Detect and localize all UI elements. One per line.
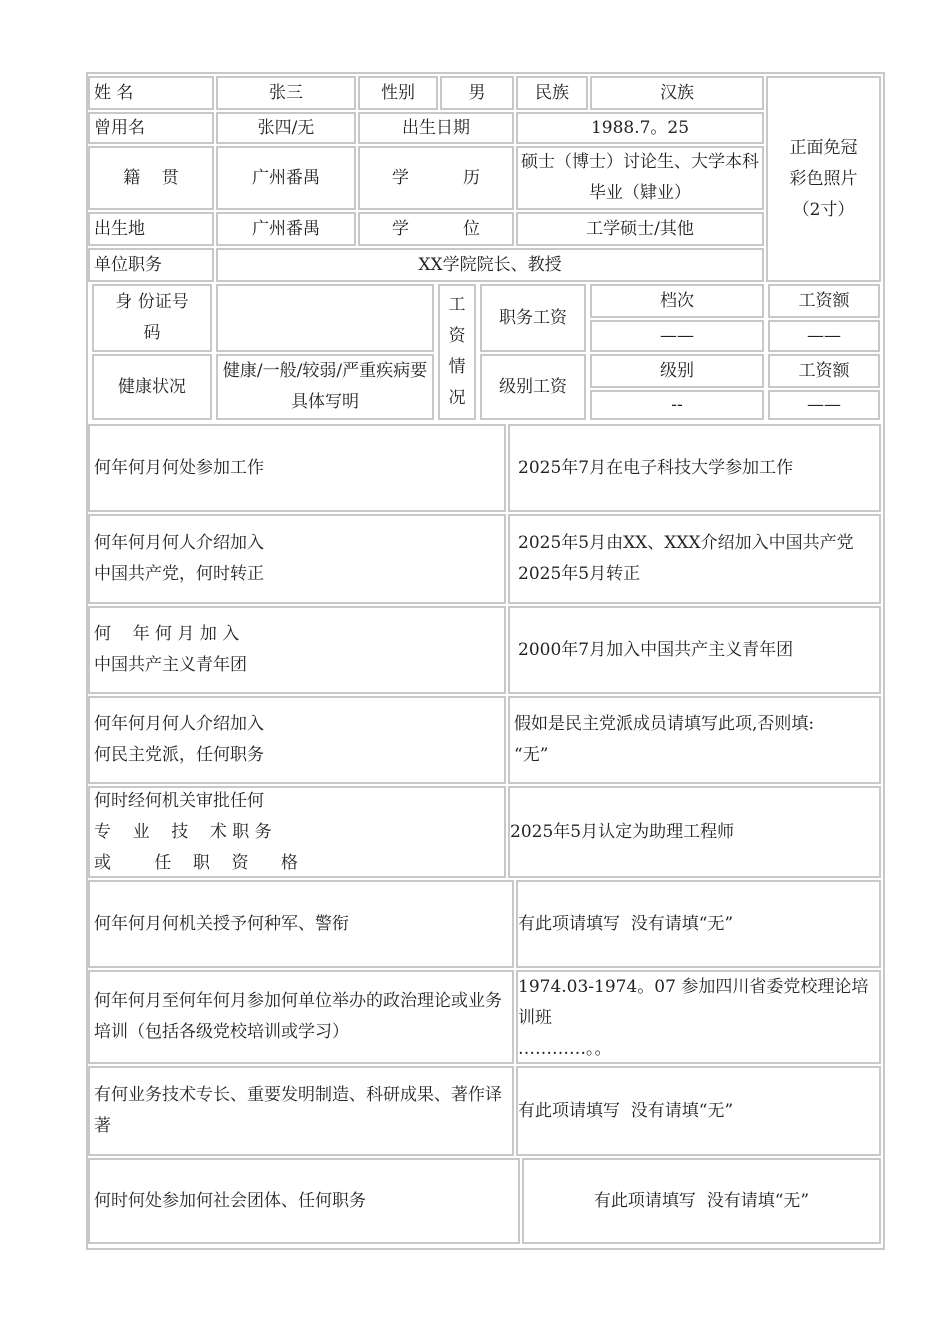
- native-label: 籍 贯: [88, 146, 214, 210]
- history-answer[interactable]: 有此项请填写 没有请填“无”: [516, 1066, 881, 1156]
- gender-value[interactable]: 男: [440, 76, 514, 110]
- duty-amount-value[interactable]: ——: [768, 320, 880, 352]
- level-value[interactable]: --: [590, 390, 764, 420]
- id-value[interactable]: [216, 284, 434, 352]
- history-question: 何年何月何人介绍加入 何民主党派，任何职务: [88, 696, 506, 784]
- level-amount-value[interactable]: ——: [768, 390, 880, 420]
- ethnicity-label: 民族: [516, 76, 588, 110]
- birth-date-value[interactable]: 1988.7。25: [516, 112, 764, 144]
- birth-date-label: 出生日期: [358, 112, 514, 144]
- history-question: 何 年 何 月 加 入 中国共产主义青年团: [88, 606, 506, 694]
- native-value[interactable]: 广州番禺: [216, 146, 356, 210]
- degree-label: 学 位: [358, 212, 514, 246]
- photo-placeholder-text: 正面免冠彩色照片（2寸）: [789, 137, 858, 220]
- name-label: 姓 名: [88, 76, 214, 110]
- history-question: 何时经何机关审批任何 专 业 技 术 职 务 或 任 职 资 格: [88, 786, 506, 878]
- name-value[interactable]: 张三: [216, 76, 356, 110]
- education-value[interactable]: 硕士（博士）讨论生、大学本科毕业（肄业）: [516, 146, 764, 210]
- history-question: 何年何月何处参加工作: [88, 424, 506, 512]
- health-value[interactable]: 健康/一般/较弱/严重疾病要具体写明: [216, 354, 434, 420]
- id-label: 身 份证号 码: [92, 284, 212, 352]
- ethnicity-value[interactable]: 汉族: [590, 76, 764, 110]
- photo-box[interactable]: [766, 76, 881, 282]
- history-question: 有何业务技术专长、重要发明制造、科研成果、著作译著: [88, 1066, 514, 1156]
- history-answer[interactable]: 2000年7月加入中国共产主义青年团: [508, 606, 881, 694]
- unit-label: 单位职务: [88, 248, 214, 282]
- history-question: 何年何月何机关授予何种军、警衔: [88, 880, 514, 968]
- level-salary-label: 级别工资: [480, 354, 586, 420]
- duty-grade-value[interactable]: ——: [590, 320, 764, 352]
- duty-amount-header: 工资额: [768, 284, 880, 318]
- birthplace-label: 出生地: [88, 212, 214, 246]
- history-answer[interactable]: 1974.03-1974。07 参加四川省委党校理论培训班 …………。。: [516, 970, 881, 1064]
- former-name-label: 曾用名: [88, 112, 214, 144]
- history-answer[interactable]: 假如是民主党派成员请填写此项,否则填: “无”: [508, 696, 881, 784]
- history-question: 何年何月至何年何月参加何单位举办的政治理论或业务培训（包括各级党校培训或学习）: [88, 970, 514, 1064]
- birthplace-value[interactable]: 广州番禺: [216, 212, 356, 246]
- level-amount-header: 工资额: [768, 354, 880, 388]
- history-answer[interactable]: 有此项请填写 没有请填“无”: [516, 880, 881, 968]
- duty-salary-label: 职务工资: [480, 284, 586, 352]
- level-header: 级别: [590, 354, 764, 388]
- history-answer[interactable]: 2025年7月在电子科技大学参加工作: [508, 424, 881, 512]
- salary-label: 工资情况: [438, 284, 476, 420]
- history-question: 何时何处参加何社会团体、任何职务: [88, 1158, 520, 1244]
- duty-grade-header: 档次: [590, 284, 764, 318]
- gender-label: 性别: [358, 76, 438, 110]
- degree-value[interactable]: 工学硕士/其他: [516, 212, 764, 246]
- history-answer[interactable]: 2025年5月由XX、XXX介绍加入中国共产党 2025年5月转正: [508, 514, 881, 604]
- former-name-value[interactable]: 张四/无: [216, 112, 356, 144]
- history-answer[interactable]: 2025年5月认定为助理工程师: [508, 786, 881, 878]
- history-answer[interactable]: 有此项请填写 没有请填“无”: [522, 1158, 881, 1244]
- education-label: 学 历: [358, 146, 514, 210]
- health-label: 健康状况: [92, 354, 212, 420]
- history-question: 何年何月何人介绍加入 中国共产党，何时转正: [88, 514, 506, 604]
- unit-value[interactable]: XX学院院长、教授: [216, 248, 764, 282]
